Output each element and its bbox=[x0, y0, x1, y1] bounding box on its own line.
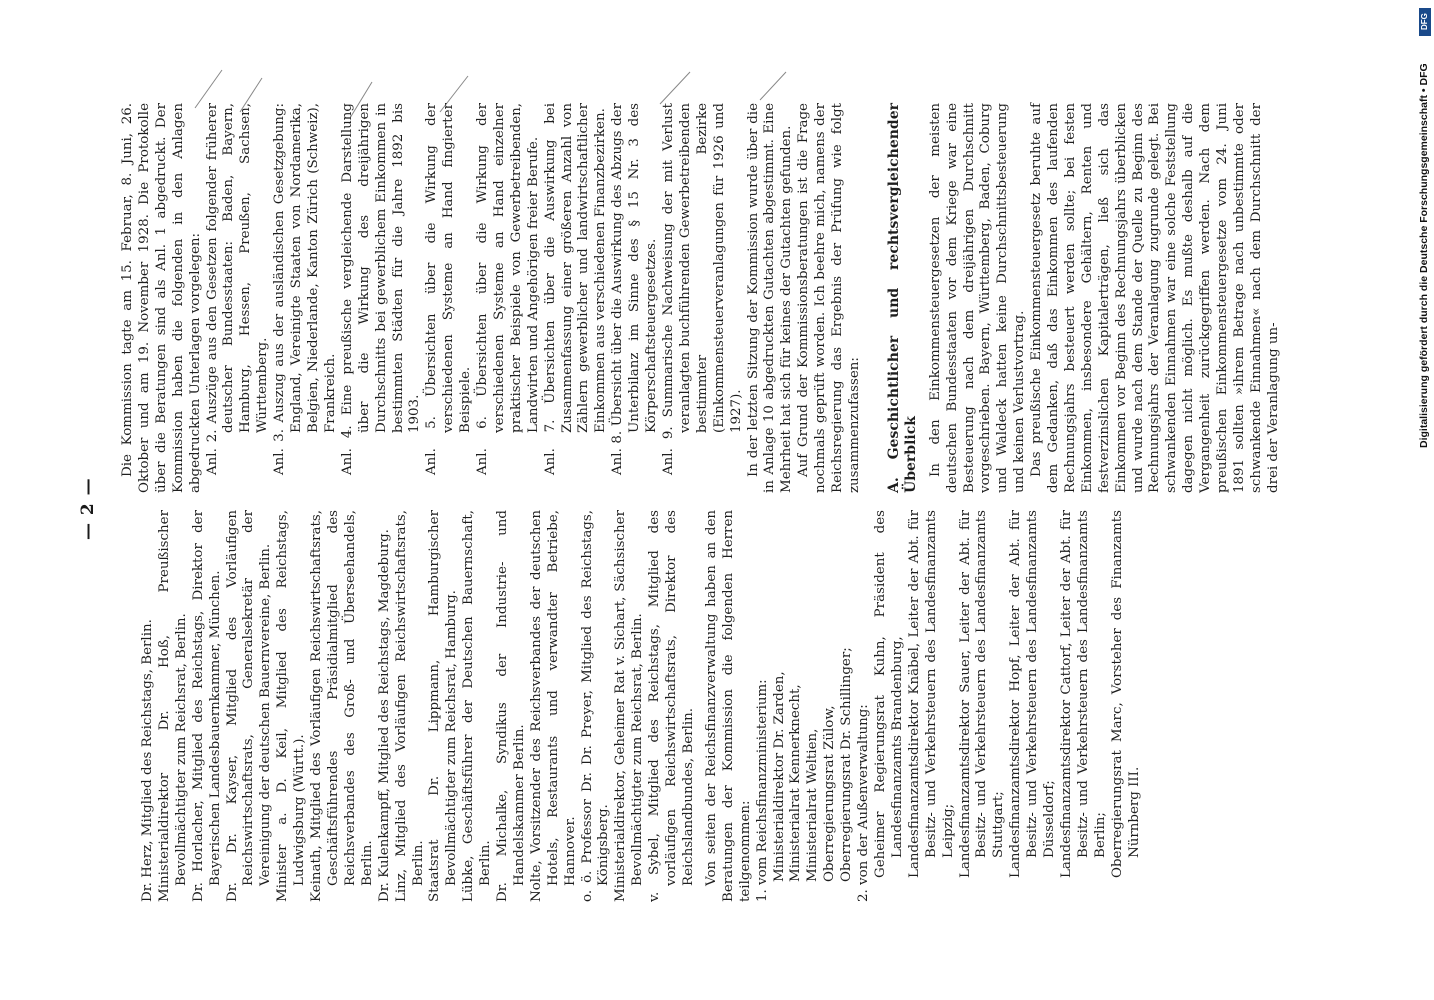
result-paragraph: Auf Grund der Kommissionsberatungen ist die Frage nochmals geprüft worden. Ich beehre mich, namens der Reichsregierung das Ergebnis der Prüfung wie folgt zusammenzufassen: bbox=[796, 103, 862, 493]
annex-entry: Anl. 9. Summarische Nachweisung der mit Verlust veranlagten buchführenden Gewerbetreibenden bestimmter Bezirke (Einkommensteuerveranlagungen für 1926 und 1927). bbox=[661, 103, 744, 475]
annex-entry: Anl. 3. Auszug aus der ausländischen Gesetzgebung: England, Vereinigte Staaten von Nordamerika, Belgien, Niederlande, Kanton Zürich (Schweiz), Frankreich. bbox=[272, 103, 338, 475]
member-entry: Dr. Michalke, Syndikus der Industrie- und Handelskammer Berlin. bbox=[495, 510, 527, 902]
member-entry: Dr. Dr. Kayser, Mitglied des Vorläufigen Reichswirtschaftsrats, Generalsekretär der Vereinigung der deutschen Bauernvereine, Berlin. bbox=[224, 510, 274, 902]
member-entry: Lübke, Geschäftsführer der Deutschen Bauernschaft, Berlin. bbox=[461, 510, 494, 902]
member-entry: Dr. Horlacher, Mitglied des Reichstags, Direktor der Bayerischen Landesbauernkammer, München. bbox=[190, 510, 223, 902]
official-entry: Ministerialdirektor Dr. Zarden, bbox=[771, 671, 787, 882]
member-entry: Dr. Kulenkampff, Mitglied des Reichstags, Magdeburg. bbox=[376, 529, 392, 902]
annex-entry: Anl. 8. Übersicht über die Auswirkung des Abzugs der Unterbilanz im Sinne des § 15 Nr. 3 des Körperschaftsteuergesetzes. bbox=[610, 103, 660, 475]
official-entry: Ministerialrat Weltien, bbox=[805, 728, 821, 882]
right-column bbox=[120, 103, 1283, 493]
member-entry: v. Sybel, Mitglied des Reichstags, Mitglied des vorläufigen Reichswirtschaftsrats, Direktor des Reichslandbundes, Berlin. bbox=[647, 510, 696, 902]
section-heading: A. Geschichtlicher und rechtsvergleichender Überblick bbox=[885, 103, 919, 493]
member-entry: Minister a. D. Keil, Mitglied des Reichstags, Ludwigsburg (Württ.). bbox=[275, 510, 308, 902]
official-entry: Ministerialrat Kennerknecht, bbox=[788, 684, 804, 882]
dfg-label: Digitalisierung gefördert durch die Deutsche Forschungsgemeinschaft • DFG bbox=[1418, 63, 1430, 448]
official-entry: Oberregierungsrat Zülow, bbox=[822, 705, 838, 882]
history-paragraph: Das preußische Einkommensteuergesetz beruhte auf dem Gedanken, daß das Einkommen des laufenden Rechnungsjahrs besteuert werden sollte; bei festen Einkommen, insbesondere Gehältern, Renten und festverzinslichen Kapitalerträgen, ließ sich das Einkommen vor Beginn des Rechnungsjahrs überblicken und wurde nach dem Stande der Quelle zu Beginn des Rechnungsjahrs der Veranlagung zugrunde gelegt. Bei schwankenden Einnahmen war eine solche Feststellung dagegen nicht möglich. Es mußte deshalb auf die Vergangenheit zurückgegriffen werden. Nach dem preußischen Einkommensteuergesetze vom 24. Juni 1891 sollten »ihrem Betrage nach unbestimmte oder schwankende Einnahmen« nach dem Durchschnitt der drei der Veranlagung un- bbox=[1029, 103, 1281, 493]
member-entry: Ministerialdirektor Dr. Hoß, Preußischer Bevollmächtigter zum Reichsrat, Berlin. bbox=[156, 510, 189, 902]
group-heading: 2. von der Außenverwaltung: bbox=[856, 704, 872, 902]
official-entry: Landesfinanzamtsdirektor Sauer, Leiter der Abt. für Besitz- und Verkehrsteuern des Landesfinanzamts Stuttgart; bbox=[957, 510, 1007, 878]
annex-entry: Anl. 2. Auszüge aus den Gesetzen folgender früherer deutscher Bundesstaaten: Baden, Bayern, Hamburg, Hessen, Preußen, Sachsen, Württemberg. bbox=[204, 103, 271, 475]
member-entry: Linz, Mitglied des Vorläufigen Reichswirtschaftsrats, Berlin. bbox=[393, 510, 426, 902]
official-entry: Landesfinanzamtsdirektor Cattorf, Leiter der Abt. für Besitz- und Verkehrsteuern des Landesfinanzamts Berlin; bbox=[1058, 510, 1108, 878]
member-entry: Ministerialdirektor, Geheimer Rat v. Sichart, Sächsischer Bevollmächtigter zum Reichsrat, Berlin. bbox=[613, 510, 646, 902]
last-meeting-paragraph: In der letzten Sitzung der Kommission wurde über die in Anlage 10 abgedruckten Gutachten abgestimmt. Eine Mehrheit hat sich für keines der Gutachten gefunden. bbox=[745, 103, 795, 493]
left-column bbox=[140, 510, 1143, 902]
official-entry: Oberregierungsrat Dr. Schillinger; bbox=[839, 647, 855, 882]
member-entry: Dr. Herz, Mitglied des Reichstags, Berlin. bbox=[140, 619, 155, 902]
member-entry: Staatsrat Dr. Lippmann, Hamburgischer Bevollmächtigter zum Reichsrat, Hamburg. bbox=[427, 510, 460, 902]
member-entry: Keinath, Mitglied des Vorläufigen Reichswirtschaftsrats, Geschäftsführendes Präsidialmitglied des Reichsverbandes des Groß- und Überseehandels, Berlin. bbox=[309, 510, 375, 902]
annex-entry: Anl. 6. Übersichten über die Wirkung der verschiedenen Systeme an Hand einzelner praktischer Beispiele von Gewerbetreibenden, Landwirten und Angehörigen freier Berufe. bbox=[475, 103, 541, 475]
official-entry: Landesfinanzamtsdirektor Knäbel, Leiter der Abt. für Besitz- und Verkehrsteuern des Landesfinanzamts Leipzig; bbox=[906, 510, 956, 878]
finance-admin-intro: Von seiten der Reichsfinanzverwaltung haben an den Beratungen der Kommission die folgenden Herren teilgenommen: bbox=[703, 510, 753, 902]
annex-entry: Anl. 7. Übersichten über die Auswirkung bei Zusammenfassung einer größeren Anzahl von Zählern gewerblicher und landwirtschaftlicher Einkommen aus verschiedenen Finanzbezirken. bbox=[542, 103, 609, 475]
meetings-paragraph: Die Kommission tagte am 15. Februar, 8. Juni, 26. Oktober und am 19. November 1928. Die Protokolle über die Beratungen sind als Anl. 1 abgedruckt. Der Kommission haben die folgenden in den Anlagen abgedruckten Unterlagen vorgelegen: bbox=[120, 103, 203, 493]
dfg-logo-icon: DFG bbox=[1419, 8, 1431, 36]
member-entry: Nolte, Vorsitzender des Reichsverbandes der deutschen Hotels, Restaurants und verwandter Betriebe, Hannover. bbox=[528, 510, 578, 902]
annex-entry: Anl. 4. Eine preußische vergleichende Darstellung über die Wirkung des dreijährigen Durchschnitts bei gewerblichem Einkommen in bestimmten Städten für die Jahre 1892 bis 1903. bbox=[339, 103, 423, 475]
page-number: — 2 — bbox=[78, 477, 98, 540]
history-paragraph: In den Einkommensteuergesetzen der meisten deutschen Bundesstaaten vor dem Kriege war eine Besteuerung nach dem dreijährigen Durchschnitt vorgeschrieben. Bayern, Württemberg, Baden, Coburg und Waldeck hatten keine Durchschnittsbesteuerung und keinen Verlustvortrag. bbox=[927, 103, 1028, 493]
annex-entry: Anl. 5. Übersichten über die Wirkung der verschiedenen Systeme an Hand fingierter Beispiele. bbox=[424, 103, 474, 475]
official-entry: Geheimer Regierungsrat Kuhn, Präsident des Landesfinanzamts Brandenburg, bbox=[872, 510, 905, 878]
member-entry: o. ö. Professor Dr. Dr. Preyer, Mitglied des Reichstags, Königsberg. bbox=[579, 510, 612, 902]
dfg-watermark bbox=[1415, 8, 1433, 992]
official-entry: Landesfinanzamtsdirektor Hopf, Leiter der Abt. für Besitz- und Verkehrsteuern des Landesfinanzamts Düsseldorf; bbox=[1008, 510, 1058, 878]
group-heading: 1. vom Reichsfinanzministerium: bbox=[754, 679, 770, 902]
official-entry: Oberregierungsrat Marc, Vorsteher des Finanzamts Nürnberg III. bbox=[1109, 510, 1142, 878]
